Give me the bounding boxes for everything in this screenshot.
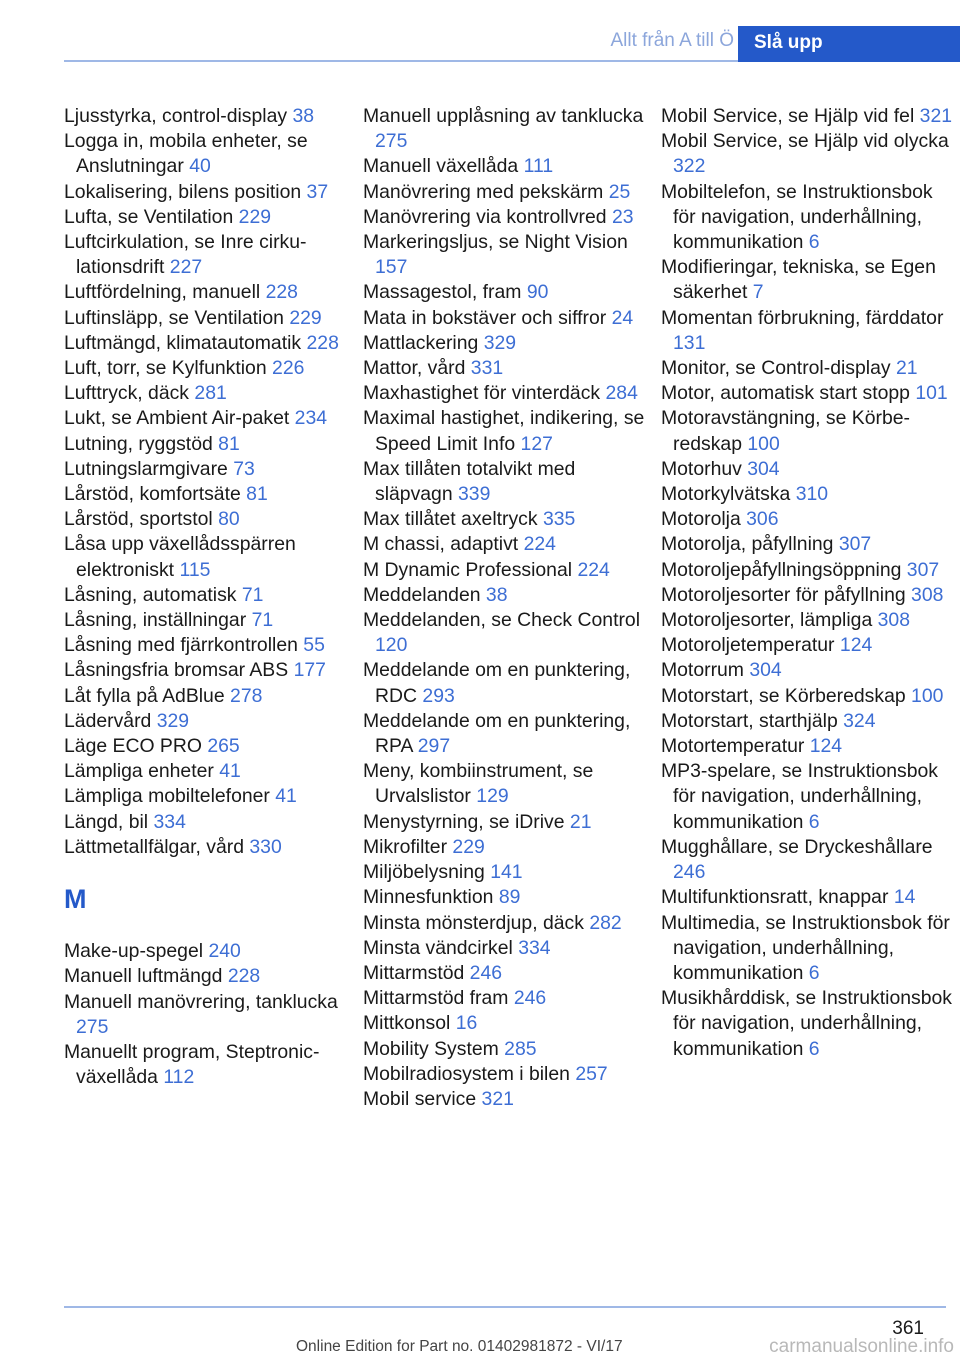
page-reference-link[interactable]: 304 <box>749 659 782 682</box>
entry-term: Max tillåten totalvikt med släpvagn <box>363 457 576 506</box>
entry-term: Mobilradiosystem i bilen <box>363 1062 570 1085</box>
page-reference-link[interactable]: 281 <box>194 382 227 405</box>
index-entry <box>64 658 356 683</box>
page-reference-link[interactable]: 229 <box>238 205 272 228</box>
entry-term: Meny, kombiinstrument, se Urvalslistor <box>363 760 594 808</box>
index-entry <box>661 608 953 633</box>
page-reference-link[interactable]: 124 <box>839 634 873 657</box>
page-reference-link[interactable]: 129 <box>476 785 509 808</box>
index-entry <box>363 759 655 809</box>
entry-term: Motoroljesorter för påfyllning <box>661 583 906 606</box>
page-reference-link[interactable]: 278 <box>230 684 263 707</box>
page-reference-link[interactable]: 81 <box>218 432 240 455</box>
index-entry <box>363 961 655 986</box>
entry-term: Max tillåtet axeltryck <box>363 508 538 531</box>
entry-term: Lutning, ryggstöd <box>64 432 213 455</box>
page-reference-link[interactable]: 6 <box>808 231 820 254</box>
entry-term: Lufta, se Ventilation <box>64 205 234 228</box>
index-entry <box>661 356 953 381</box>
index-entry <box>363 1011 655 1036</box>
entry-term: Mugghållare, se Dryckeshållare <box>661 835 933 858</box>
page-reference-link[interactable]: 285 <box>504 1037 537 1060</box>
page-reference-link[interactable]: 14 <box>893 886 916 909</box>
index-entry <box>363 558 655 583</box>
page-reference-link[interactable]: 227 <box>169 256 203 279</box>
entry-term: Modifieringar, tekniska, se Egen säkerhet <box>661 256 936 304</box>
page-reference-link[interactable]: 331 <box>470 357 504 380</box>
entry-term: Längd, bil <box>64 810 149 833</box>
index-entry <box>64 381 356 406</box>
page-reference-link[interactable]: 275 <box>375 130 408 153</box>
entry-term: Motor, automatisk start stopp <box>661 382 910 405</box>
entry-term: Menystyrning, se iDrive <box>363 810 565 833</box>
page-reference-link[interactable]: 89 <box>498 886 521 909</box>
index-entry <box>64 608 356 633</box>
index-entry <box>363 709 655 759</box>
index-entry <box>64 230 356 280</box>
entry-term: Motorolja, påfyllning <box>661 533 834 556</box>
index-entry <box>64 734 356 759</box>
index-entry <box>661 381 953 406</box>
entry-term: Låsningsfria bromsar ABS <box>64 659 289 682</box>
page-reference-link[interactable]: 246 <box>673 861 706 884</box>
entry-term: Maxhastighet för vinterdäck <box>363 382 601 405</box>
entry-term: Motorrum <box>661 659 744 682</box>
page-reference-link[interactable]: 71 <box>241 583 264 606</box>
index-entry <box>64 306 356 331</box>
page-reference-link[interactable]: 282 <box>589 911 622 934</box>
entries-group <box>64 104 356 860</box>
index-entry <box>363 583 655 608</box>
index-entry <box>64 280 356 305</box>
entry-term: Markeringsljus, se Night Vision <box>363 231 628 254</box>
entry-term: M Dynamic Professional <box>363 558 573 581</box>
entry-term: Luft, torr, se Kylfunktion <box>64 357 267 380</box>
page-reference-link[interactable]: 41 <box>219 760 241 783</box>
page-reference-link[interactable]: 229 <box>289 306 322 329</box>
entry-term: Multifunktionsratt, knappar <box>661 886 889 909</box>
index-entry <box>363 507 655 532</box>
index-entry <box>64 482 356 507</box>
index-entry <box>64 507 356 532</box>
page-reference-link[interactable]: 115 <box>179 558 211 581</box>
entry-term: Mattlackering <box>363 331 479 354</box>
index-column-2 <box>363 104 655 1112</box>
page-reference-link[interactable]: 240 <box>208 940 241 963</box>
entry-term: Minsta vändcirkel <box>363 936 513 959</box>
page-reference-link[interactable]: 6 <box>808 810 820 833</box>
entry-term: Motorstart, se Körberedskap <box>661 684 906 707</box>
entry-term: Lämpliga enheter <box>64 760 214 783</box>
entry-term: Lukt, se Ambient Air-paket <box>64 407 290 430</box>
index-entry <box>661 507 953 532</box>
entry-term: Manuellt program, Steptronic-växellåda <box>64 1040 320 1089</box>
index-entry <box>363 457 655 507</box>
entry-term: Mobility System <box>363 1037 499 1060</box>
entry-term: Mittkonsol <box>363 1012 451 1035</box>
entry-term: Momentan förbrukning, färddator <box>661 306 944 329</box>
page-reference-link[interactable]: 40 <box>189 155 211 178</box>
entry-term: Logga in, mobila enheter, se Anslutningar <box>64 130 308 178</box>
index-entry <box>661 255 953 305</box>
entry-term: Meddelanden <box>363 583 481 606</box>
entry-term: Motorkylvätska <box>661 483 791 506</box>
index-entry <box>363 406 655 456</box>
index-entry <box>64 432 356 457</box>
entry-term: Lädervård <box>64 709 152 732</box>
page-reference-link[interactable]: 38 <box>292 105 315 127</box>
entry-term: Lufttryck, däck <box>64 382 190 405</box>
entry-term: Motoroljetemperatur <box>661 634 835 657</box>
entry-term: Motortemperatur <box>661 735 805 758</box>
index-column-1 <box>64 104 356 1090</box>
entry-term: Luftinsläpp, se Ventilation <box>64 306 284 329</box>
page-reference-link[interactable]: 226 <box>272 357 305 380</box>
page-reference-link[interactable]: 330 <box>249 835 282 858</box>
edition-footer: Online Edition for Part no. 01402981872 - VI/17 <box>296 1338 623 1355</box>
index-entry <box>363 885 655 910</box>
page-reference-link[interactable]: 306 <box>746 508 779 531</box>
index-entry <box>661 104 953 129</box>
entry-term: Musikhårddisk, se Instruktionsbok för navigation, underhållning, kommunikation <box>661 987 952 1060</box>
entry-term: Minnesfunktion <box>363 886 494 909</box>
index-entry <box>64 356 356 381</box>
index-entry <box>64 759 356 784</box>
entry-term: Luftfördelning, manuell <box>64 281 261 304</box>
index-entry <box>64 406 356 431</box>
page-reference-link[interactable]: 308 <box>877 609 910 632</box>
index-entry <box>64 709 356 734</box>
page-reference-link[interactable]: 7 <box>752 281 764 304</box>
index-entry <box>363 1087 655 1112</box>
page-reference-link[interactable]: 228 <box>227 965 261 988</box>
entry-term: Låsa upp växellådsspärren elektroniskt <box>64 533 296 581</box>
page-reference-link[interactable]: 265 <box>207 735 240 758</box>
entry-term: Lokalisering, bilens position <box>64 180 302 203</box>
page-reference-link[interactable]: 55 <box>303 634 325 657</box>
index-entry <box>661 482 953 507</box>
index-entry <box>363 658 655 708</box>
page-reference-link[interactable]: 80 <box>218 508 240 531</box>
entry-term: Låsning, automatisk <box>64 583 237 606</box>
entry-term: Manuell upplåsning av tanklucka <box>363 105 644 127</box>
entry-term: Meddelanden, se Check Control <box>363 609 641 632</box>
entry-term: MP3-spelare, se Instruktionsbok för navigation, underhållning, kommunikation <box>661 760 938 833</box>
entry-term: Manövrering via kontrollvred <box>363 205 607 228</box>
header-tab-lookup: Slå upp <box>738 26 960 62</box>
entries-group <box>363 104 655 1112</box>
index-entry <box>363 180 655 205</box>
index-entry <box>363 936 655 961</box>
entry-term: Motoravstängning, se Körberedskap <box>661 407 910 455</box>
page-reference-link[interactable]: 157 <box>375 256 408 279</box>
entry-term: Lutningslarmgivare <box>64 457 228 480</box>
entry-term: Motoroljesorter, lämpliga <box>661 609 873 632</box>
entry-term: Lämpliga mobiltelefoner <box>64 785 270 808</box>
entry-term: Manuell växellåda <box>363 155 519 178</box>
index-entry <box>64 180 356 205</box>
index-entry <box>661 684 953 709</box>
page-reference-link[interactable]: 229 <box>452 835 485 858</box>
page-reference-link[interactable]: 111 <box>523 155 554 178</box>
index-entry <box>661 709 953 734</box>
index-entry <box>64 810 356 835</box>
page-reference-link[interactable]: 71 <box>251 609 274 632</box>
entries-group <box>661 104 953 1062</box>
entry-term: Mikrofilter <box>363 835 448 858</box>
page-reference-link[interactable]: 321 <box>481 1087 514 1110</box>
index-entry <box>661 885 953 910</box>
page-reference-link[interactable]: 41 <box>275 785 297 808</box>
page-reference-link[interactable]: 339 <box>458 483 491 506</box>
entry-term: Motorstart, starthjälp <box>661 709 838 732</box>
entry-term: Manuell manövrering, tanklucka <box>64 990 338 1013</box>
index-entry <box>64 532 356 582</box>
page-reference-link[interactable]: 304 <box>747 457 780 480</box>
index-entry <box>363 306 655 331</box>
page-reference-link[interactable]: 335 <box>542 508 576 531</box>
page-reference-link[interactable]: 120 <box>375 634 408 657</box>
index-entry <box>661 986 953 1062</box>
entry-term: Meddelande om en punktering, RDC <box>363 659 631 707</box>
entry-term: Mattor, vård <box>363 357 466 380</box>
index-entry <box>661 911 953 987</box>
page-reference-link[interactable]: 81 <box>246 483 268 506</box>
index-entry <box>64 104 356 129</box>
index-entry <box>661 306 953 356</box>
page-reference-link[interactable]: 224 <box>577 558 610 581</box>
index-entry <box>363 810 655 835</box>
page-reference-link[interactable]: 16 <box>455 1012 478 1035</box>
entry-term: Multimedia, se Instruktionsbok för navigation, underhållning, kommunikation <box>661 911 950 984</box>
page-reference-link[interactable]: 177 <box>293 659 326 682</box>
index-entry <box>363 1062 655 1087</box>
entry-term: Mobil service <box>363 1087 477 1110</box>
page-reference-link[interactable]: 234 <box>294 407 328 430</box>
entry-term: Motoroljepåfyllningsöppning <box>661 558 902 581</box>
page-reference-link[interactable]: 246 <box>469 961 503 984</box>
index-entry <box>64 990 356 1040</box>
index-entry <box>661 583 953 608</box>
entry-term: Manövrering med pekskärm <box>363 180 604 203</box>
entry-term: Massagestol, fram <box>363 281 522 304</box>
page-reference-link[interactable]: 124 <box>809 735 843 758</box>
page-reference-link[interactable]: 228 <box>265 281 298 304</box>
footer-rule <box>64 1306 946 1308</box>
entry-term: Läge ECO PRO <box>64 735 202 758</box>
page-reference-link[interactable]: 21 <box>895 357 918 380</box>
page-reference-link[interactable]: 21 <box>569 810 592 833</box>
page-reference-link[interactable]: 308 <box>911 583 944 606</box>
entry-term: Mittarmstöd <box>363 961 465 984</box>
index-entry <box>64 457 356 482</box>
entry-term: Mittarmstöd fram <box>363 987 509 1010</box>
index-entry <box>363 205 655 230</box>
index-entry <box>363 154 655 179</box>
page-reference-link[interactable]: 37 <box>306 180 329 203</box>
page-number: 361 <box>892 1318 924 1339</box>
page-reference-link[interactable]: 112 <box>163 1066 195 1089</box>
entry-term: Miljöbelysning <box>363 861 485 884</box>
entry-term: Maximal hastighet, indikering, se Speed Limit Info <box>363 407 645 455</box>
entry-term: Lättmetallfälgar, vård <box>64 835 244 858</box>
entry-term: Manuell luftmängd <box>64 965 223 988</box>
page-reference-link[interactable]: 127 <box>520 432 553 455</box>
index-entry <box>363 280 655 305</box>
page-reference-link[interactable]: 141 <box>490 861 523 884</box>
page-reference-link[interactable]: 275 <box>76 1015 109 1038</box>
index-entry <box>661 835 953 885</box>
entry-term: Mata in bokstäver och siffror <box>363 306 607 329</box>
index-entry <box>661 457 953 482</box>
page-reference-link[interactable]: 25 <box>608 180 631 203</box>
watermark: carmanualsonline.info <box>769 1336 954 1357</box>
page-reference-link[interactable]: 90 <box>526 281 549 304</box>
page-reference-link[interactable]: 307 <box>838 533 872 556</box>
index-entry <box>363 381 655 406</box>
entry-term: Mobil Service, se Hjälp vid fel <box>661 105 915 127</box>
index-entry <box>661 658 953 683</box>
entry-term: Låt fylla på AdBlue <box>64 684 225 707</box>
page-reference-link[interactable]: 131 <box>673 331 706 354</box>
entry-term: Låsning med fjärrkontrollen <box>64 634 298 657</box>
index-entry <box>661 734 953 759</box>
letter-heading-m: M <box>64 884 87 915</box>
page-reference-link[interactable]: 224 <box>523 533 556 556</box>
index-entry <box>363 356 655 381</box>
page-reference-link[interactable]: 329 <box>483 331 517 354</box>
header-section-title: Allt från A till Ö <box>610 30 734 51</box>
index-entry <box>363 911 655 936</box>
index-entry <box>64 583 356 608</box>
page-reference-link[interactable]: 24 <box>611 306 634 329</box>
index-entry <box>64 129 356 179</box>
page-reference-link[interactable]: 334 <box>153 810 186 833</box>
page-reference-link[interactable]: 6 <box>808 1037 820 1060</box>
index-entry <box>64 784 356 809</box>
entry-term: Ljusstyrka, control-display <box>64 105 288 127</box>
index-entry <box>363 1037 655 1062</box>
index-entry <box>363 608 655 658</box>
page-reference-link[interactable]: 322 <box>673 155 706 178</box>
index-entry <box>661 759 953 835</box>
entry-term: Minsta mönsterdjup, däck <box>363 911 584 934</box>
index-entry <box>64 1040 356 1090</box>
index-entry <box>661 558 953 583</box>
index-entry <box>661 129 953 179</box>
page-reference-link[interactable]: 6 <box>808 961 820 984</box>
entry-term: Luftcirkulation, se Inre cirkulationsdrift <box>64 231 307 279</box>
index-column-3 <box>661 104 953 1062</box>
index-entry <box>64 835 356 860</box>
entry-term: Lårstöd, sportstol <box>64 508 213 531</box>
page-reference-link[interactable]: 101 <box>915 382 948 405</box>
index-entry <box>363 532 655 557</box>
index-entry <box>363 230 655 280</box>
page-reference-link[interactable]: 324 <box>843 709 876 732</box>
entries-group <box>64 939 356 1090</box>
index-entry <box>363 104 655 154</box>
index-entry <box>363 835 655 860</box>
page-reference-link[interactable]: 293 <box>422 684 455 707</box>
page-reference-link[interactable]: 329 <box>156 709 190 732</box>
page-reference-link[interactable]: 310 <box>795 483 829 506</box>
index-entry <box>64 939 356 964</box>
page-reference-link[interactable]: 228 <box>306 331 339 354</box>
entry-term: Motorhuv <box>661 457 742 480</box>
entry-term: Mobil Service, se Hjälp vid olycka <box>661 130 949 153</box>
page-reference-link[interactable]: 307 <box>906 558 940 581</box>
index-entry <box>363 860 655 885</box>
index-entry <box>64 684 356 709</box>
index-entry <box>64 964 356 989</box>
entry-term: Mobiltelefon, se Instruktionsbok för navigation, underhållning, kommunikation <box>661 180 933 254</box>
entry-term: Lårstöd, komfortsäte <box>64 483 241 506</box>
index-entry <box>64 633 356 658</box>
index-entry <box>64 205 356 230</box>
entry-term: Meddelande om en punktering, RPA <box>363 709 631 758</box>
index-entry <box>661 633 953 658</box>
index-entry <box>363 986 655 1011</box>
page-reference-link[interactable]: 100 <box>747 432 780 455</box>
page-reference-link[interactable]: 73 <box>233 457 255 480</box>
entry-term: Make-up-spegel <box>64 940 204 963</box>
page-reference-link[interactable]: 23 <box>611 205 634 228</box>
index-entry <box>661 532 953 557</box>
page-reference-link[interactable]: 257 <box>575 1062 608 1085</box>
entry-term: Motorolja <box>661 508 741 531</box>
entry-term: Monitor, se Control-display <box>661 357 891 380</box>
page-reference-link[interactable]: 246 <box>513 987 547 1010</box>
index-entry <box>661 406 953 456</box>
page-reference-link[interactable]: 284 <box>605 382 638 405</box>
entry-term: Låsning, inställningar <box>64 609 247 632</box>
page-reference-link[interactable]: 38 <box>485 583 508 606</box>
page-reference-link[interactable]: 321 <box>919 105 953 127</box>
page-reference-link[interactable]: 334 <box>518 936 551 959</box>
index-entry <box>64 331 356 356</box>
index-entry <box>363 331 655 356</box>
index-entry <box>661 180 953 256</box>
page-reference-link[interactable]: 297 <box>417 735 451 758</box>
page-reference-link[interactable]: 100 <box>911 684 944 707</box>
entry-term: M chassi, adaptivt <box>363 533 519 556</box>
entry-term: Luftmängd, klimatautomatik <box>64 331 302 354</box>
